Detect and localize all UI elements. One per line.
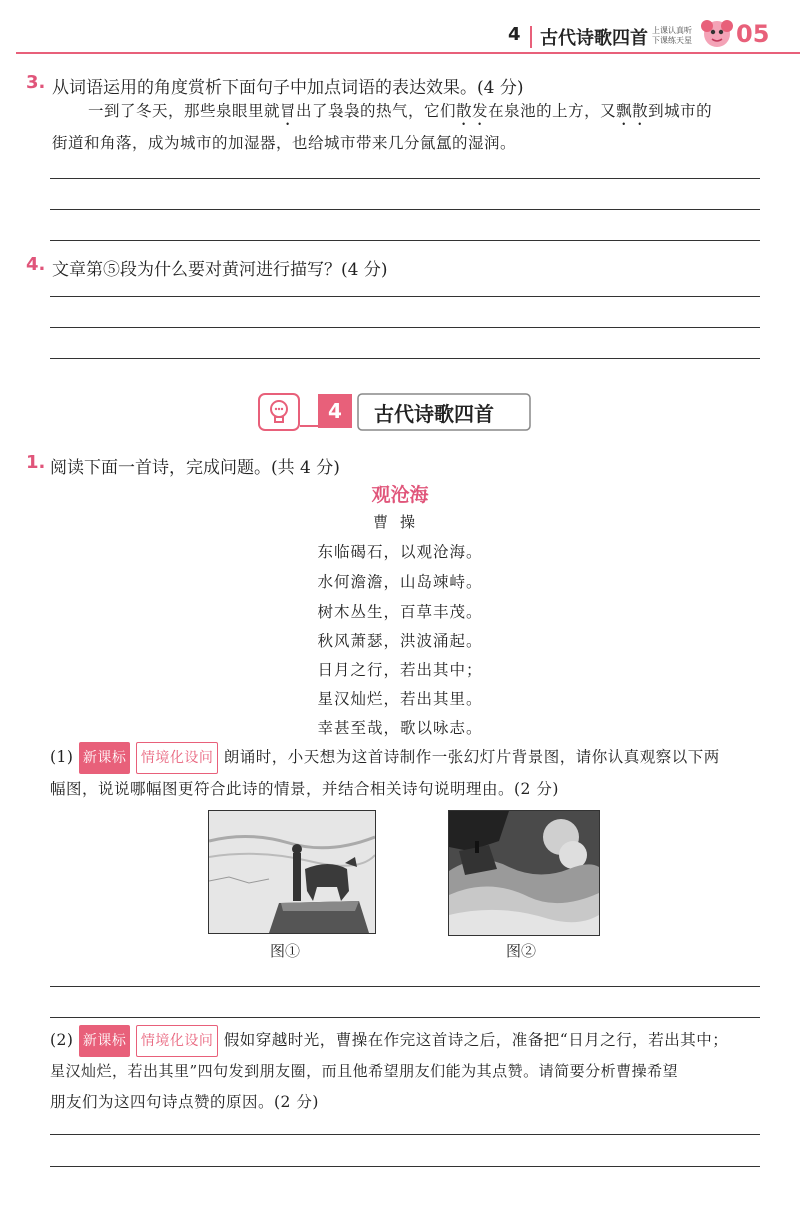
header-chapter-title: 古代诗歌四首 xyxy=(540,28,648,49)
header-slogan-line1: 上课认真听 xyxy=(652,26,692,35)
sub-question-2-line3: 朋友们为这四句诗点赞的原因。(2 分) xyxy=(50,1093,319,1111)
passage-text: 出了袅袅的热气，它们 xyxy=(296,102,457,120)
poem-line: 幸甚至哉，歌以咏志。 xyxy=(317,719,483,737)
answer-line[interactable] xyxy=(50,209,760,210)
question-3-passage-line1 xyxy=(88,96,712,129)
answer-line[interactable] xyxy=(50,1166,760,1167)
sub-question-1-text: 朗诵时，小天想为这首诗制作一张幻灯片背景图，请你认真观察以下两 xyxy=(223,748,720,766)
passage-text: 到城市的 xyxy=(648,102,713,120)
lightbulb-icon xyxy=(268,399,290,429)
poem-line: 星汉灿烂，若出其里。 xyxy=(317,690,483,708)
answer-line[interactable] xyxy=(50,1017,760,1018)
figure-2-caption: 图② xyxy=(506,942,537,960)
question-3-prompt: 从词语运用的角度赏析下面句子中加点词语的表达效果。(4 分) xyxy=(52,78,524,98)
answer-line[interactable] xyxy=(50,1134,760,1135)
poem-line: 水何澹澹，山岛竦峙。 xyxy=(317,573,483,591)
answer-line[interactable] xyxy=(50,327,760,328)
section-number: 4 xyxy=(318,394,352,428)
answer-line[interactable] xyxy=(50,240,760,241)
question-4-prompt: 文章第⑤段为什么要对黄河进行描写？(4 分) xyxy=(52,260,388,280)
dotted-word-piaosan: 飘散 xyxy=(616,102,649,120)
new-curriculum-tag: 新课标 xyxy=(79,742,131,774)
figure-2-image xyxy=(448,810,600,936)
page-number: 05 xyxy=(736,20,770,48)
sub-question-2-line2: 星汉灿烂，若出其里”四句发到朋友圈，而且他希望朋友们能为其点赞。请简要分析曹操希望 xyxy=(50,1062,679,1080)
poem-author: 曹操 xyxy=(372,513,427,531)
figure-1-caption: 图① xyxy=(270,942,301,960)
answer-line[interactable] xyxy=(50,296,760,297)
new-curriculum-tag: 新课标 xyxy=(79,1025,131,1057)
figure-1-image xyxy=(208,810,376,934)
header-chapter-number: 4 xyxy=(508,24,521,45)
question-3-passage-line2: 街道和角落，成为城市的加湿器，也给城市带来几分氤氲的湿润。 xyxy=(52,134,517,152)
mascot-icon xyxy=(700,16,734,54)
passage-text: 在泉池的上方，又 xyxy=(488,102,617,120)
answer-line[interactable] xyxy=(50,358,760,359)
section-question-1-prompt: 阅读下面一首诗，完成问题。(共 4 分) xyxy=(50,458,340,478)
sub-question-2-label: (2) xyxy=(50,1031,74,1049)
sub-question-2-text: 假如穿越时光，曹操在作完这首诗之后，准备把“日月之行，若出其中； xyxy=(223,1031,729,1049)
question-4-number: 4. xyxy=(26,254,46,275)
poem-line: 秋风萧瑟，洪波涌起。 xyxy=(317,632,483,650)
question-3-number: 3. xyxy=(26,72,46,93)
dotted-word-mao: 冒 xyxy=(280,102,297,120)
sub-question-2-line1 xyxy=(50,1025,728,1057)
answer-line[interactable] xyxy=(50,986,760,987)
dotted-word-sanfa: 散发 xyxy=(456,102,489,120)
answer-line[interactable] xyxy=(50,178,760,179)
section-title: 古代诗歌四首 xyxy=(374,402,494,426)
poem-line: 日月之行，若出其中； xyxy=(317,661,483,679)
poem-title: 观沧海 xyxy=(371,484,429,506)
sub-question-1-line1 xyxy=(50,742,720,774)
header-slogan-line2: 下课练天星 xyxy=(652,36,692,45)
header-divider xyxy=(16,52,800,54)
header-slogan xyxy=(652,26,702,46)
sub-question-1-line2: 幅图，说说哪幅图更符合此诗的情景，并结合相关诗句说明理由。(2 分) xyxy=(50,780,559,798)
header-separator xyxy=(530,26,532,48)
section-question-1-number: 1. xyxy=(26,452,46,473)
passage-text: 一到了冬天，那些泉眼里就 xyxy=(88,102,281,120)
poem-line: 东临碣石，以观沧海。 xyxy=(317,543,483,561)
sub-question-1-label: (1) xyxy=(50,748,74,766)
situational-question-tag: 情境化设问 xyxy=(136,742,219,774)
poem-line: 树木丛生，百草丰茂。 xyxy=(317,603,483,621)
situational-question-tag: 情境化设问 xyxy=(136,1025,219,1057)
